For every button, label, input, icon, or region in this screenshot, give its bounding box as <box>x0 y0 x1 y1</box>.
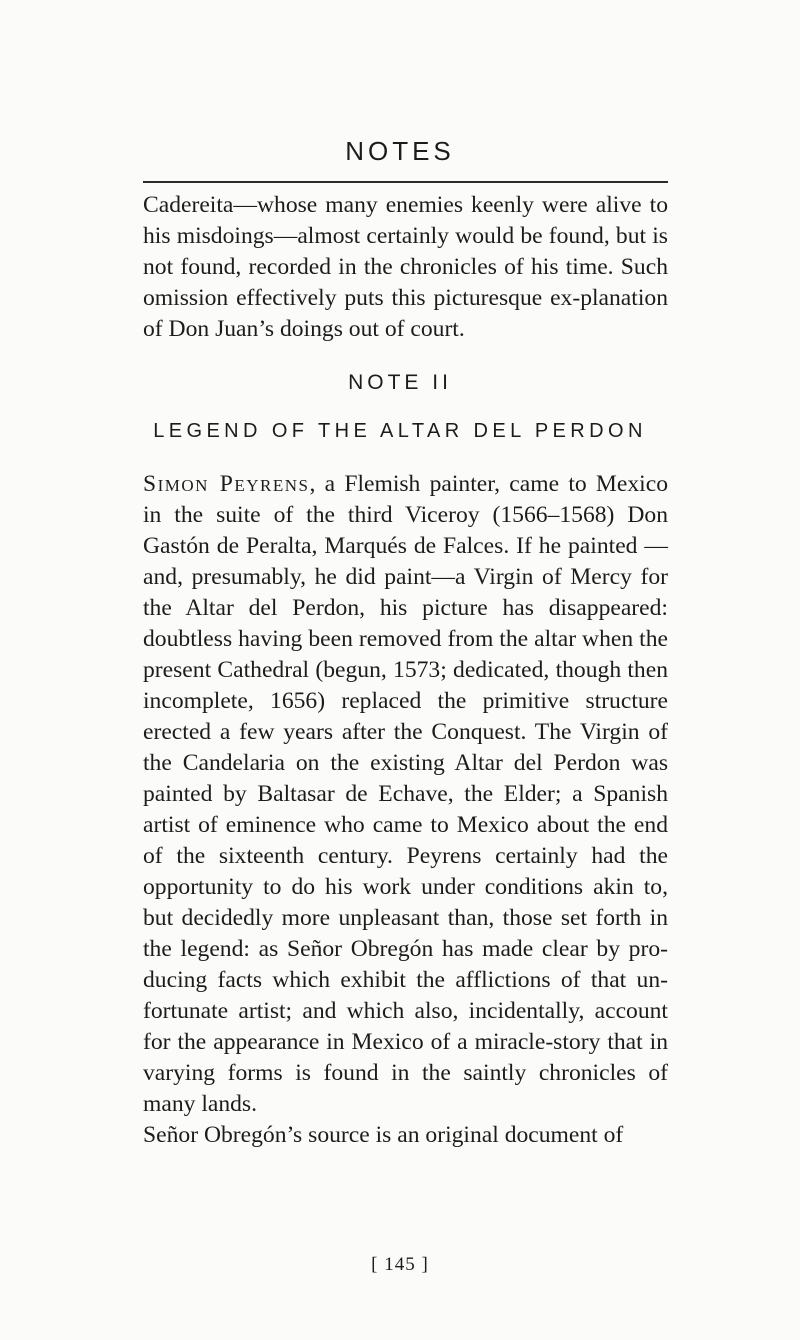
note-body <box>143 469 668 1151</box>
note-paragraph-1 <box>143 469 668 1120</box>
note-paragraph-2: Señor Obregón’s source is an original document of <box>143 1122 624 1148</box>
running-head: NOTES <box>345 136 455 166</box>
note-title: LEGEND OF THE ALTAR DEL PERDON <box>153 420 647 442</box>
head-rule <box>143 181 668 183</box>
top-paragraph-block <box>143 190 668 345</box>
top-paragraph: Cadereita—whose many enemies keenly were alive to his misdoings—almost certainly would be found, but is not found, recorded in the chronicles of his time. Such omission effectively puts this picturesque ex-planation of Don Juan’s doings out of court. <box>143 192 668 342</box>
note-paragraph-1-text: , a Flemish painter, came to Mexico in the suite of the third Viceroy (1566–1568) Don Gastón de Peralta, Marqués de Falces. If he painted —and, presumably, he did paint—a Virgin of Mercy for the Altar del Perdon, his picture has disappeared: doubtless having been removed from the altar when the present Cathedral (begun, 1573; dedicated, though then incomplete, 1656) replaced the primitive structure erected a few years after the Conquest. The Virgin of the Candelaria on the existing Altar del Perdon was painted by Baltasar de Echave, the Elder; a Spanish artist of eminence who came to Mexico about the end of the sixteenth century. Peyrens certainly had the opportunity to do his work under conditions akin to, but decidedly more unpleasant than, those set forth in the legend: as Señor Obregón has made clear by pro-ducing facts which exhibit the afflictions of that un-fortunate artist; and which also, incidentally, account for the appearance in Mexico of a miracle-story that in varying forms is found in the saintly chronicles of many lands. <box>143 471 669 1117</box>
opening-name: Simon Peyrens <box>143 471 310 497</box>
note-number: NOTE II <box>348 371 452 394</box>
page-number: [ 145 ] <box>371 1254 429 1275</box>
